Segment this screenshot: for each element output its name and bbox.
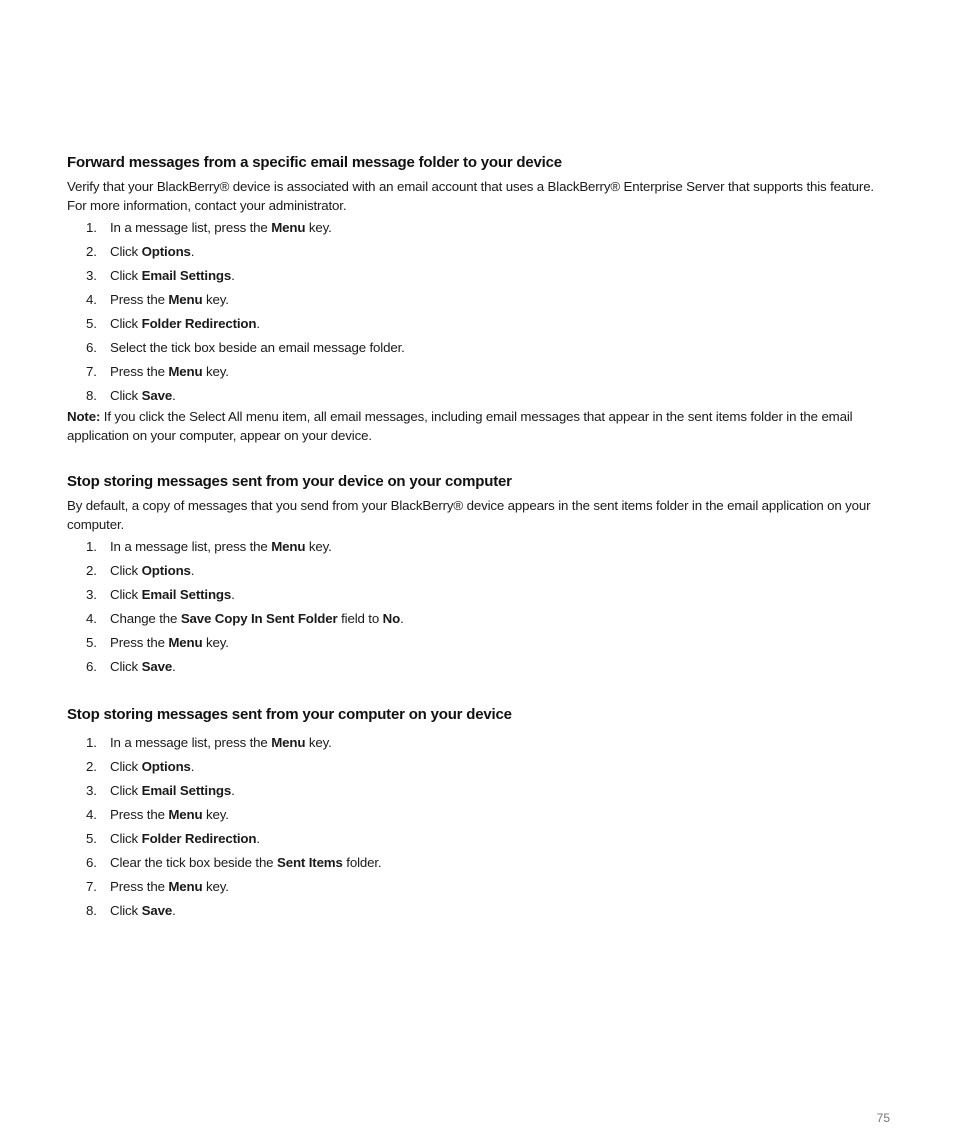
list-item: 7. Press the Menu key. [86,364,229,379]
list-item: 6. Click Save. [86,659,176,674]
list-item: 8. Click Save. [86,388,176,403]
list-item: 2. Click Options. [86,563,195,578]
list-item: 6. Clear the tick box beside the Sent Items folder. [86,855,382,870]
section-heading: Stop storing messages sent from your computer on your device [67,706,512,723]
note-text: If you click the Select All menu item, all email messages, including email messages that appear in the sent items folder in the email application on your computer, appear on your device. [67,409,853,443]
list-item: 2. Click Options. [86,244,195,259]
section-heading: Forward messages from a specific email message folder to your device [67,154,562,171]
page-number: 75 [876,1111,890,1125]
list-item: 5. Press the Menu key. [86,635,229,650]
section-sent-from-device [67,472,897,681]
list-item: 3. Click Email Settings. [86,268,235,283]
list-item: 3. Click Email Settings. [86,783,235,798]
list-item: 6. Select the tick box beside an email message folder. [86,340,405,355]
list-item: 1. In a message list, press the Menu key. [86,539,332,554]
section-forward-folder [67,153,897,445]
list-item: 4. Press the Menu key. [86,292,229,307]
list-item: 4. Press the Menu key. [86,807,229,822]
list-item: 1. In a message list, press the Menu key. [86,220,332,235]
steps-list [67,733,897,925]
note [67,407,897,445]
list-item: 7. Press the Menu key. [86,879,229,894]
list-item: 3. Click Email Settings. [86,587,235,602]
section-intro: Verify that your BlackBerry® device is associated with an email account that uses a BlackBerry® Enterprise Server that supports this feature. For more information, contact your administrator. [67,179,874,213]
list-item: 4. Change the Save Copy In Sent Folder field to No. [86,611,404,626]
section-heading: Stop storing messages sent from your device on your computer [67,473,512,490]
list-item: 2. Click Options. [86,759,195,774]
list-item: 8. Click Save. [86,903,176,918]
note-label: Note: [67,409,101,424]
list-item: 5. Click Folder Redirection. [86,831,260,846]
steps-list [67,218,897,410]
list-item: 1. In a message list, press the Menu key. [86,735,332,750]
section-sent-from-computer [67,705,897,925]
section-intro: By default, a copy of messages that you send from your BlackBerry® device appears in the sent items folder in the email application on your computer. [67,498,871,532]
list-item: 5. Click Folder Redirection. [86,316,260,331]
steps-list [67,537,897,681]
